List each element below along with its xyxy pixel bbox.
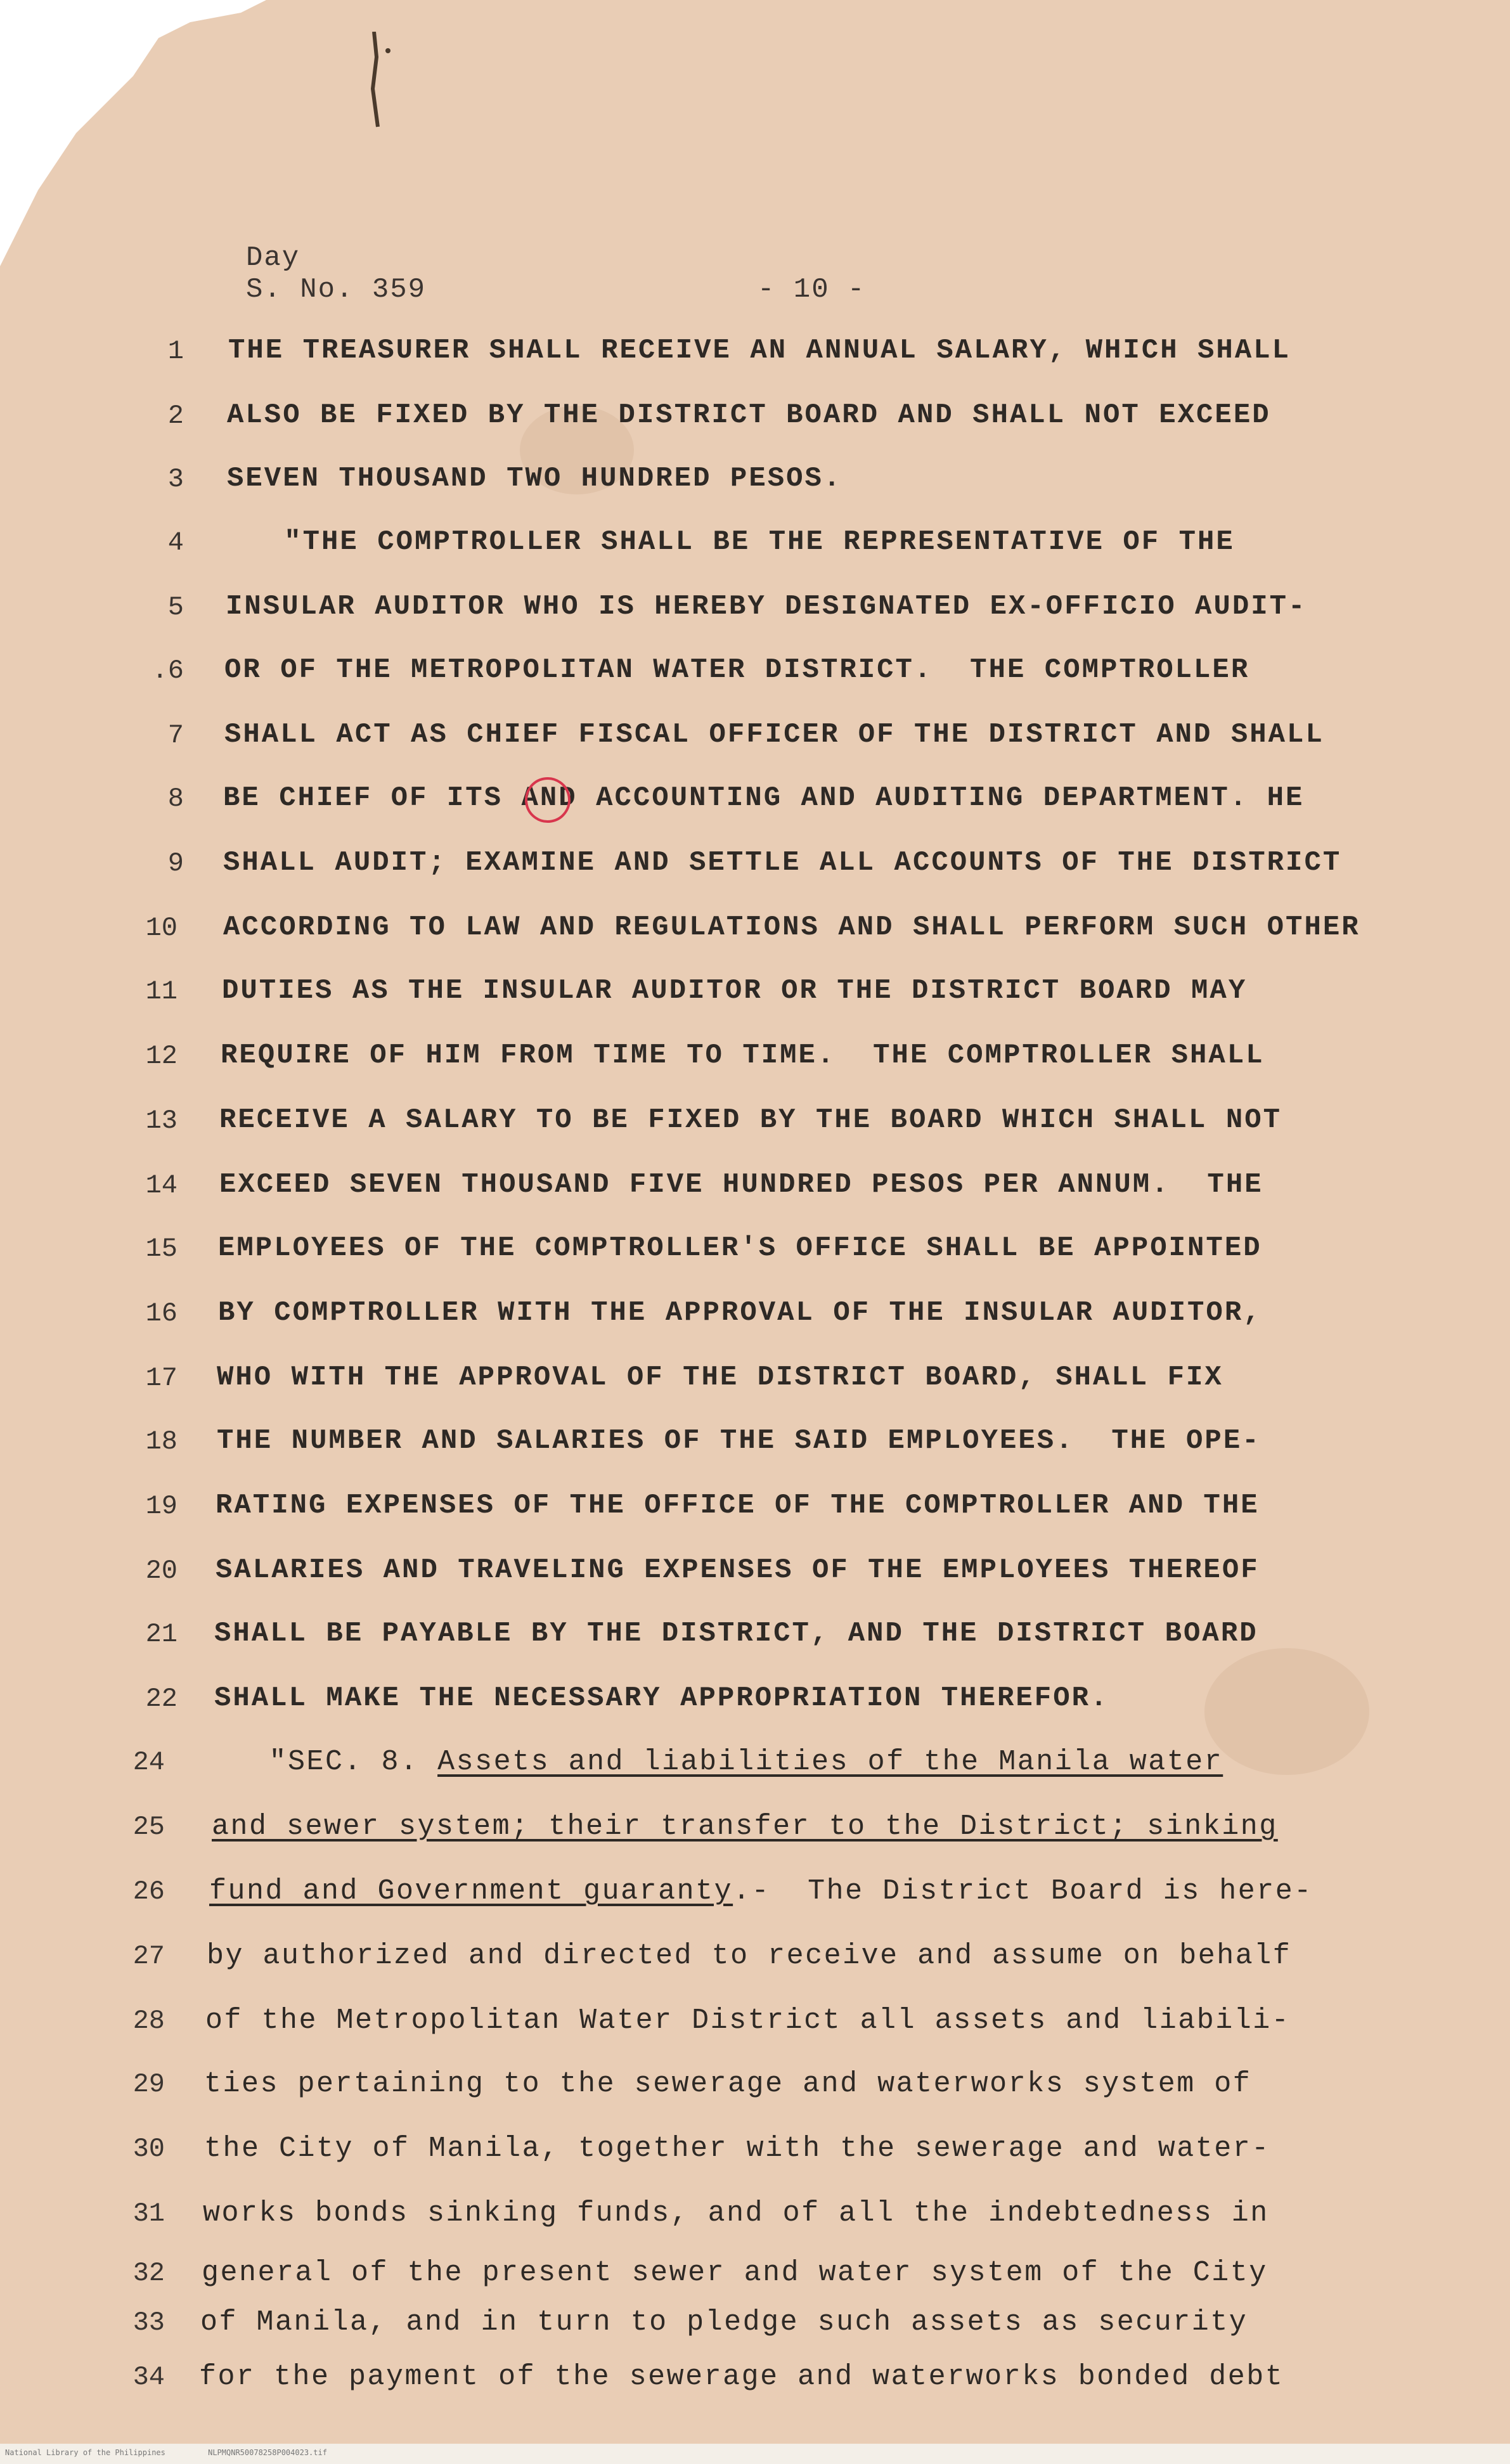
section-heading-underlined: and sewer system; their transfer to the District; sinking <box>212 1810 1278 1843</box>
line-text <box>202 2257 1268 2289</box>
line-number: 21 <box>145 1619 177 1649</box>
line-number: 17 <box>145 1363 177 1393</box>
line-text <box>199 2361 1284 2393</box>
bill-number: S. No. 359 <box>246 274 427 306</box>
line-content: works bonds sinking funds, and of all the indebtedness in <box>203 2197 1269 2229</box>
line-content: SALARIES AND TRAVELING EXPENSES OF THE EMPLOYEES THEREOF <box>216 1554 1260 1586</box>
line-number: .6 <box>152 655 184 686</box>
staple-mark-icon <box>355 32 393 133</box>
line-text <box>219 1104 1282 1136</box>
line-number: 1 <box>167 336 184 366</box>
line-content: ACCORDING TO LAW AND REGULATIONS AND SHALL PERFORM SUCH OTHER <box>223 912 1360 943</box>
line-text <box>224 654 1249 686</box>
line-content: for the payment of the sewerage and waterworks bonded debt <box>199 2361 1284 2393</box>
line-number: 13 <box>145 1106 177 1136</box>
line-number: 2 <box>167 401 184 431</box>
footer-institution: National Library of the Philippines <box>5 2448 165 2457</box>
line-content: SHALL MAKE THE NECESSARY APPROPRIATION THEREFOR. <box>214 1682 1109 1714</box>
line-text <box>200 2306 1248 2338</box>
line-text <box>226 591 1307 622</box>
line-content: WHO WITH THE APPROVAL OF THE DISTRICT BOARD, SHALL FIX <box>217 1362 1223 1393</box>
line-number: 24 <box>132 1747 165 1777</box>
line-text <box>227 399 1271 431</box>
line-text <box>222 975 1247 1007</box>
line-number: 34 <box>132 2362 165 2392</box>
section-lead: "SEC. 8. <box>213 1746 438 1778</box>
line-content: RATING EXPENSES OF THE OFFICE OF THE COMPTROLLER AND THE <box>216 1490 1260 1521</box>
line-text <box>223 912 1360 943</box>
line-number: 5 <box>167 592 184 622</box>
line-number: 14 <box>145 1170 177 1201</box>
line-text <box>221 1040 1265 1071</box>
line-content: "THE COMPTROLLER SHALL BE THE REPRESENTATIVE OF THE <box>228 526 1235 558</box>
line-content: .- The District Board is here- <box>733 1875 1313 1907</box>
line-number: 12 <box>145 1041 177 1071</box>
line-text <box>228 335 1291 366</box>
line-content: the City of Manila, together with the sewerage and water- <box>204 2132 1270 2165</box>
line-content: by authorized and directed to receive and assume on behalf <box>207 1940 1292 1972</box>
line-text <box>216 1490 1260 1521</box>
line-text <box>228 526 1235 558</box>
line-text <box>218 1297 1262 1329</box>
line-content: EXCEED SEVEN THOUSAND FIVE HUNDRED PESOS PER ANNUM. THE <box>219 1169 1263 1201</box>
line-number: 3 <box>167 464 184 494</box>
line-content: BY COMPTROLLER WITH THE APPROVAL OF THE INSULAR AUDITOR, <box>218 1297 1262 1329</box>
line-number: 15 <box>145 1234 177 1264</box>
line-content: SHALL BE PAYABLE BY THE DISTRICT, AND THE DISTRICT BOARD <box>214 1618 1258 1649</box>
line-content: RECEIVE A SALARY TO BE FIXED BY THE BOARD WHICH SHALL NOT <box>219 1104 1282 1136</box>
line-content: INSULAR AUDITOR WHO IS HEREBY DESIGNATED EX-OFFICIO AUDIT- <box>226 591 1307 622</box>
scan-footer-text <box>5 2448 365 2457</box>
line-number: 7 <box>167 720 184 751</box>
line-text <box>209 1875 1313 1907</box>
line-text <box>224 719 1324 751</box>
line-number: 18 <box>145 1426 177 1457</box>
line-number: 28 <box>132 2006 165 2036</box>
line-content: ties pertaining to the sewerage and waterworks system of <box>204 2068 1252 2100</box>
line-text <box>204 2068 1251 2100</box>
line-number: 20 <box>145 1556 177 1586</box>
line-text <box>219 1169 1263 1201</box>
line-content: DUTIES AS THE INSULAR AUDITOR OR THE DISTRICT BOARD MAY <box>222 975 1248 1007</box>
line-text <box>216 1554 1260 1586</box>
line-content: REQUIRE OF HIM FROM TIME TO TIME. THE COMPTROLLER SHALL <box>221 1040 1265 1071</box>
line-content: SEVEN THOUSAND TWO HUNDRED PESOS. <box>227 463 842 494</box>
line-number: 4 <box>167 527 184 558</box>
handwritten-circle-mark <box>521 773 574 826</box>
line-content: of Manila, and in turn to pledge such assets as security <box>200 2306 1248 2338</box>
line-text <box>218 1232 1262 1264</box>
line-content: BE CHIEF OF ITS AND ACCOUNTING AND AUDITING DEPARTMENT. HE <box>223 782 1305 814</box>
line-text <box>207 1940 1291 1972</box>
footer-file-id: NLPMQNR50078258P004023.tif <box>208 2448 327 2457</box>
line-text <box>213 1746 1223 1778</box>
line-number: 33 <box>132 2307 165 2338</box>
line-content: THE NUMBER AND SALARIES OF THE SAID EMPLOYEES. THE OPE- <box>217 1425 1261 1457</box>
line-content: general of the present sewer and water system of the City <box>202 2257 1268 2289</box>
section-heading-underlined: Assets and liabilities of the Manila water <box>437 1746 1223 1778</box>
line-number: 8 <box>167 784 184 814</box>
line-text <box>217 1362 1223 1393</box>
line-text <box>214 1682 1109 1714</box>
line-number: 32 <box>132 2258 165 2288</box>
line-number: 9 <box>167 848 184 879</box>
line-content: EMPLOYEES OF THE COMPTROLLER'S OFFICE SHALL BE APPOINTED <box>218 1232 1262 1264</box>
line-content: OR OF THE METROPOLITAN WATER DISTRICT. THE COMPTROLLER <box>224 654 1250 686</box>
line-number: 27 <box>132 1941 165 1971</box>
line-text <box>203 2197 1269 2229</box>
torn-corner <box>0 0 266 266</box>
line-content: THE TREASURER SHALL RECEIVE AN ANNUAL SALARY, WHICH SHALL <box>228 335 1291 366</box>
line-number: 10 <box>145 913 177 943</box>
line-number: 31 <box>132 2198 165 2229</box>
line-content: ALSO BE FIXED BY THE DISTRICT BOARD AND SHALL NOT EXCEED <box>227 399 1271 431</box>
line-number: 19 <box>145 1491 177 1521</box>
line-text <box>204 2132 1270 2165</box>
line-number: 26 <box>132 1876 165 1907</box>
line-content: SHALL AUDIT; EXAMINE AND SETTLE ALL ACCOUNTS OF THE DISTRICT <box>223 847 1342 879</box>
section-heading-underlined: fund and Government guaranty <box>209 1875 733 1907</box>
line-text <box>223 847 1341 879</box>
line-content: of the Metropolitan Water District all assets and liabili- <box>205 2004 1291 2037</box>
line-text <box>217 1425 1261 1457</box>
line-text <box>212 1810 1278 1843</box>
line-number: 16 <box>145 1298 177 1329</box>
line-number: 22 <box>145 1684 177 1714</box>
paper-stain <box>1204 1648 1369 1775</box>
page-number: - 10 - <box>758 274 866 306</box>
line-text <box>223 782 1304 814</box>
day-label: Day <box>246 242 300 274</box>
line-text <box>227 463 842 494</box>
line-number: 30 <box>132 2134 165 2164</box>
line-number: 11 <box>145 976 177 1007</box>
line-text <box>214 1618 1258 1649</box>
line-number: 29 <box>132 2069 165 2100</box>
line-content: SHALL ACT AS CHIEF FISCAL OFFICER OF THE DISTRICT AND SHALL <box>224 719 1324 751</box>
line-text <box>205 2004 1290 2037</box>
line-number: 25 <box>132 1812 165 1842</box>
